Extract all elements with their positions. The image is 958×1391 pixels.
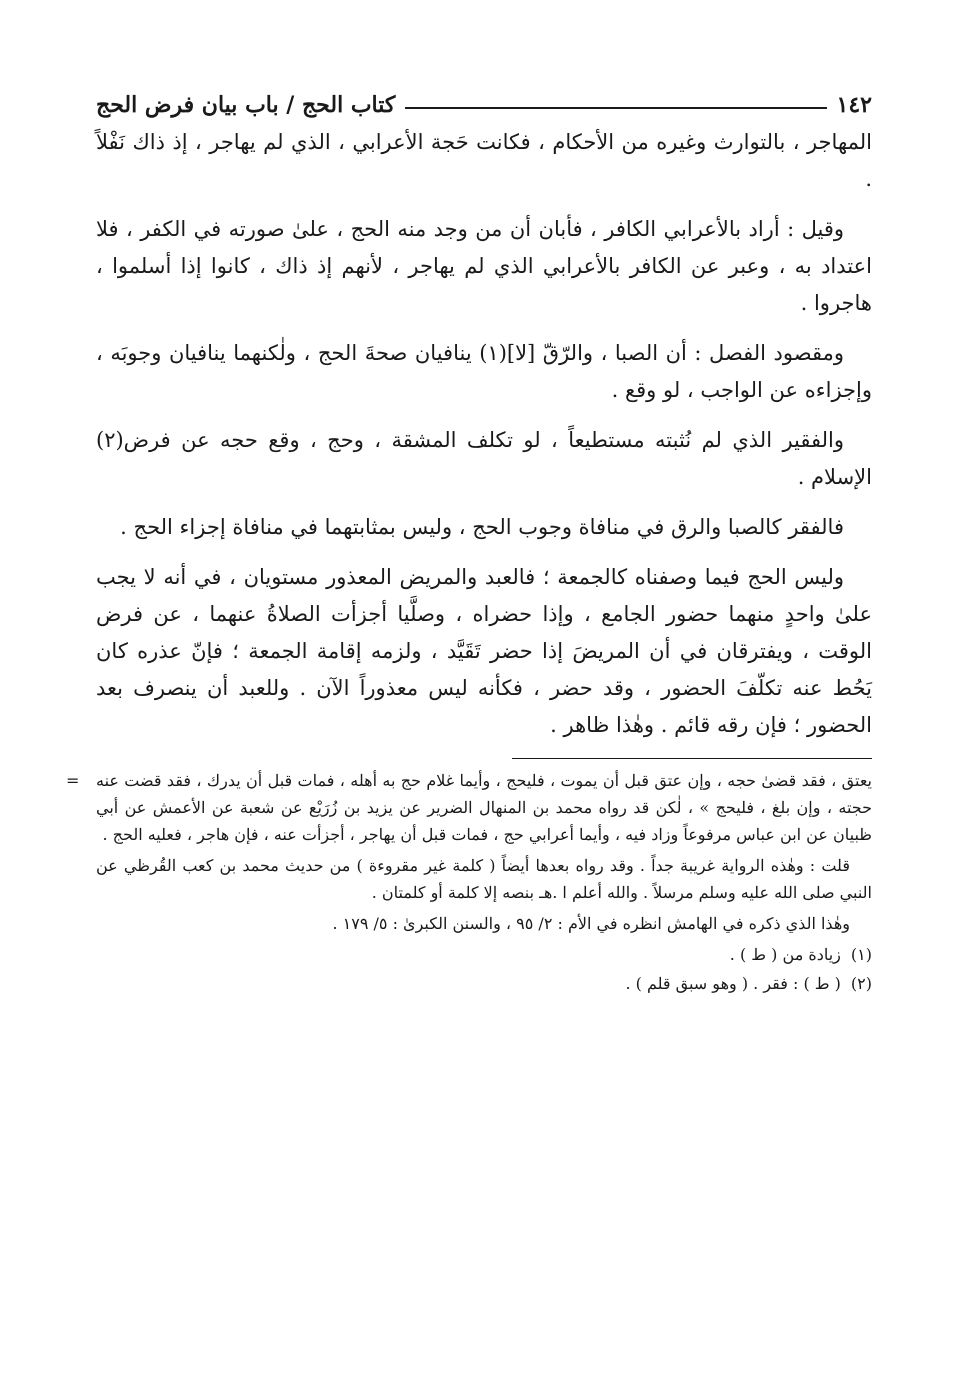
footnote-item bbox=[96, 941, 872, 968]
paragraph: ومقصود الفصل : أن الصبا ، والرّقّ [لا](١) ينافيان صحةَ الحج ، ولٰكنهما ينافيان وجوبَه ، وإجزاءه عن الواجب ، لو وقع . bbox=[96, 341, 872, 402]
footnote-separator bbox=[512, 758, 872, 759]
footnote-text: زيادة من ( ط ) . bbox=[729, 945, 841, 964]
footnote-text: ( ط ) : فقر . ( وهو سبق قلم ) . bbox=[625, 974, 841, 993]
paragraph: فالفقر كالصبا والرق في منافاة وجوب الحج ، وليس بمثابتهما في منافاة إجزاء الحج . bbox=[120, 515, 844, 539]
main-text bbox=[96, 124, 872, 744]
running-header bbox=[96, 88, 872, 122]
footnote-item bbox=[96, 970, 872, 997]
paragraph: وقيل : أراد بالأعرابي الكافر ، فأبان أن من وجد منه الحج ، علىٰ صورته في الكفر ، فلا اعتداد به ، وعبر عن الكافر بالأعرابي الذي لم يهاجر ، لأنهم إذ ذاك ، كانوا إذا أسلموا ، هاجروا . bbox=[96, 217, 872, 315]
footnote-paragraph: قلت : وهٰذه الرواية غريبة جداً . وقد رواه بعدها أيضاً ( كلمة غير مقروءة ) من حديث محمد بن كعب القُرظي عن النبي صلى الله عليه وسلم مرسلاً . والله أعلم ا .هـ بنصه إلا كلمة أو كلمتان . bbox=[96, 856, 872, 902]
page-number: ١٤٢ bbox=[836, 92, 872, 118]
paragraph: والفقير الذي لم نُثبته مستطيعاً ، لو تكلف المشقة ، وحج ، وقع حجه عن فرض(٢) الإسلام . bbox=[96, 428, 872, 489]
continuation-mark: = bbox=[66, 771, 80, 790]
footnote-paragraph: وهٰذا الذي ذكره في الهامش انظره في الأم : ٢/ ٩٥ ، والسنن الكبرىٰ : ٥/ ١٧٩ . bbox=[332, 914, 850, 933]
footnote-number: (٢) bbox=[850, 974, 872, 993]
paragraph: وليس الحج فيما وصفناه كالجمعة ؛ فالعبد والمريض المعذور مستويان ، في أنه لا يجب علىٰ واحدٍ منهما حضور الجامع ، وإذا حضراه ، وصلَّيا أجزأت الصلاةُ عنهما ، عن فرض الوقت ، ويفترقان في أن المريضَ إذا حضر تَقَيَّد ، ولزمه إقامة الجمعة ؛ فإنّ عذره كان يَحُط عنه تكلّفَ الحضور ، وقد حضر ، فكأنه ليس معذوراً الآن . وللعبد أن ينصرف بعد الحضور ؛ فإن رقه قائم . وهٰذا ظاهر . bbox=[96, 565, 872, 737]
paragraph: المهاجر ، بالتوارث وغيره من الأحكام ، فكانت حَجة الأعرابي ، الذي لم يهاجر ، إذ ذاك نَفْلاً . bbox=[96, 130, 872, 191]
footnotes bbox=[66, 767, 872, 997]
footnote-number: (١) bbox=[850, 945, 872, 964]
page bbox=[66, 88, 872, 999]
running-title: كتاب الحج / باب بيان فرض الحج bbox=[96, 92, 396, 118]
footnote-paragraph: يعتق ، فقد قضىٰ حجه ، وإن عتق قبل أن يموت ، فليحج ، وأيما غلام حج به أهله ، فمات قبل أن يدرك ، فقد قضت عنه حجته ، وإن بلغ ، فليحج » ، لٰكن قد رواه محمد بن المنهال الضرير عن يزيد بن زُرَيْع عن شعبة عن الأعمش عن أبي ظبيان عن ابن عباس مرفوعاً وزاد فيه ، وأيما أعرابي حج ، فمات قبل أن يهاجر ، أجزأت عنه ، فإن هاجر ، فعليه الحج . bbox=[96, 771, 872, 844]
header-rule bbox=[405, 107, 826, 109]
